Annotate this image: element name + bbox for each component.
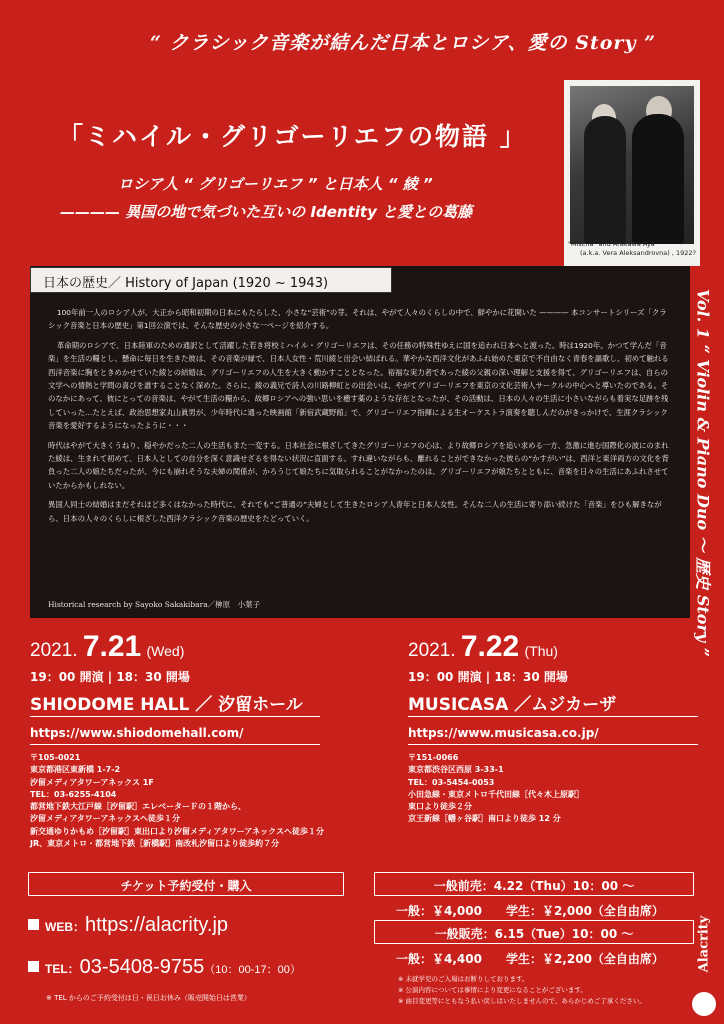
alacrity-logo-text: Alacrity	[696, 915, 712, 973]
event-1-address-line: 新交通ゆりかもめ［汐留駅］東出口より汐留メディアタワーアネックスへ徒歩１分	[30, 826, 324, 836]
history-paragraph: 異国人同士の結婚はまだそれほど多くはなかった時代に、それでも“ご普通の”夫婦として生きたロシア人青年と日本人女性。そんな二人の生活に寄り添い続けた「音楽」をひも解きながら、日本の人々のくらしに根ざした西洋クラシック音楽の歴史をたどっていく。	[48, 500, 662, 523]
pricing-note: ※ 曲目変更等にともなう払い戻しはいたしませんので、あらかじめご了承ください。	[398, 997, 646, 1005]
web-contact	[28, 914, 228, 937]
event-2-divider	[408, 744, 698, 745]
photo-caption-line-1: "Mischa" and Arakawa Aya	[568, 240, 655, 248]
page-title: 「ミハイル・グリゴーリエフの物語 」	[58, 122, 527, 151]
pricing-notes	[398, 974, 646, 1007]
photo-caption	[568, 240, 700, 258]
subtitle-line-2: ———— 異国の地で気づいた互いの Identity と愛との葛藤	[60, 203, 473, 221]
tel-label: TEL：	[45, 962, 80, 976]
history-paragraph: 100年前一人のロシア人が、大正から昭和初期の日本にもたらした、小さな“芸術”の芽。それは、やがて人々のくらしの中で、鮮やかに花開いた ———— 本コンサートシリーズ「クラシック音楽と日本の歴史」第1回公演では、そんな歴史の小さな一ページを紹介する。	[48, 308, 667, 331]
event-2-year: 2021.	[408, 640, 456, 661]
research-credit: Historical research by Sayoko Sakakibara／榊原 小葉子	[48, 600, 261, 609]
event-1-address-line: TEL：03-6255-4104	[30, 789, 117, 799]
event-1-divider	[30, 716, 320, 717]
web-link[interactable]: https://alacrity.jp	[85, 914, 229, 936]
alacrity-logo	[692, 900, 716, 988]
tel-hours: （10：00-17：00）	[204, 964, 301, 976]
web-label: WEB：	[45, 920, 85, 934]
event-2-address-line: 京王新線［幡ヶ谷駅］南口より徒歩 12 分	[408, 814, 561, 824]
event-2-address-line: 〒151-0066	[408, 753, 459, 762]
history-body	[48, 306, 674, 531]
event-1-year: 2021.	[30, 640, 78, 661]
event-1-divider	[30, 744, 320, 745]
event-1-url[interactable]: https://www.shiodomehall.com/	[30, 726, 244, 740]
event-1-address	[30, 752, 324, 850]
event-2-venue: MUSICASA ／ムジカーザ	[408, 695, 617, 715]
event-1-day: 7.21	[82, 630, 142, 663]
event-2-weekday: (Thu)	[524, 643, 558, 659]
event-1-address-line: JR、東京メトロ・都営地下鉄［新橋駅］南改札汐留口より徒歩約７分	[30, 839, 280, 849]
event-1-date	[30, 630, 184, 664]
event-1-venue: SHIODOME HALL ／ 汐留ホール	[30, 695, 303, 715]
general-sale-header: 一般販売：6.15（Tue）10：00 ～	[374, 920, 694, 944]
subtitle-line-1: ロシア人 “ グリゴーリエフ ” と日本人 “ 綾 ”	[118, 175, 433, 193]
event-1-address-line: 都営地下鉄大江戸線［汐留駅］エレベーターＦの１階から、	[30, 802, 246, 812]
ticket-header: チケット予約受付・購入	[28, 872, 344, 896]
tel-number[interactable]: 03-5408-9755	[79, 956, 205, 978]
history-paragraph: 時代はやがて大きくうねり、穏やかだった二人の生活もまた一変する。日本社会に根ざしてきたグリゴーリエフの心は、より故郷ロシアを追い求める一方、急激に進む国際化の波にのまれた綾は、生まれて初めて、日本人としての自分を深く意識せざるを得ない状況に直面する。すれ違いながらも、離れることができなかった彼らの“かすがい”は、西洋と東洋両方の文化を背負った二人の娘たちだったが、今にも崩れそうな夫婦の関係が、かろうじて娘たちに気取られることがなかったのは、グリゴーリエフが娘たちとともに、音楽を日々の生活にあふれさせていたからかもしれない。	[48, 440, 669, 490]
event-2-divider	[408, 716, 698, 717]
event-1-address-line: 〒105-0021	[30, 753, 81, 762]
history-paragraph: 革命期のロシアで、日本陸軍のための通訳として活躍した若き将校ミハイル・グリゴーリエフは、その任務の特殊性ゆえに国を追われ日本へと渡った。時は1920年。かつて学んだ「音楽」を生活の糧とし、懸命に毎日を生きた彼は、その音楽が縁で、日本人女性・荒川綾と出会い結ばれる。華やかな西洋文化があふれ始めた東京で不自由なく青春を謳歌し、初めて触れる西洋音楽に胸をときめかせていた綾との結婚は、グリゴーリエフの人生を大きく動かすこととなった。裕福な実力者であった綾の父親の深い理解と支援を得て、グリゴーリエフは、自らの文学への情熱と学問の喜びを誰することなく深めた。さらに、綾の義兄で詩人の川路柳虹との出会いは、やがてグリゴーリエフを東京の文化芸術人サークルの中心へと導いたのである。そのなかにあって、彼にとっての音楽は、やがて生活の糧から、故郷ロシアへの強い思いを癒す薬のような存在となったが、その活動は、日本の人々の生活に小さいながらも着実な足跡を残していった…たとえば、政治思想家丸山眞男が、少年時代に通った映画館「新宿武蔵野館」で、グリゴーリエフ指揮による生オーケストラ演奏を聴しんだのがきっかけで、生涯クラシック音楽を愛好するようになったように・・・	[48, 340, 669, 431]
event-1-address-line: 東京都港区東新橋 1-7-2	[30, 765, 121, 775]
tel-note: ※ TEL からのご予約受付は日・祝日お休み（販売開始日は営業）	[46, 994, 251, 1002]
general-sale-price: 一般：￥4,400 学生：￥2,200（全自由席）	[396, 952, 664, 966]
photo-image	[570, 86, 694, 244]
tagline: “ クラシック音楽が結んだ日本とロシア、愛の Story ”	[150, 32, 657, 54]
presale-price: 一般：￥4,000 学生：￥2,000（全自由席）	[396, 904, 664, 918]
event-1-address-line: 汐留メディアタワーアネックスへ徒歩１分	[30, 814, 180, 824]
event-1-weekday: (Wed)	[146, 643, 185, 659]
pricing-note: ※ 公演内容については事情により変更になることがございます。	[398, 986, 587, 994]
tel-contact	[28, 956, 301, 979]
history-header: 日本の歴史／ History of Japan (1920 ~ 1943)	[30, 267, 392, 293]
event-2-date	[408, 630, 558, 664]
event-1-address-line: 汐留メディアタワーアネックス 1F	[30, 777, 154, 787]
vertical-series-title-text: Vol. 1 “ Violin & Piano Duo ～ 歴史 Story ”	[693, 289, 713, 657]
square-bullet-icon	[28, 961, 39, 972]
event-2-url[interactable]: https://www.musicasa.co.jp/	[408, 726, 599, 740]
historical-photo	[564, 80, 700, 266]
event-1-time: 19：00 開演 | 18：30 開場	[30, 670, 190, 684]
event-2-address-line: TEL：03-5454-0053	[408, 777, 495, 787]
square-bullet-icon	[28, 919, 39, 930]
pricing-note: ※ 未就学児のご入場はお断りしております。	[398, 975, 529, 983]
event-2-address-line: 東京都渋谷区西原 3-33-1	[408, 765, 504, 775]
alacrity-logo-mark-icon	[692, 992, 716, 1016]
event-2-address-line: 東口より徒歩２分	[408, 802, 472, 812]
presale-header: 一般前売：4.22（Thu）10：00 ～	[374, 872, 694, 896]
event-2-address	[408, 752, 584, 826]
event-2-time: 19：00 開演 | 18：30 開場	[408, 670, 568, 684]
vertical-series-title	[692, 238, 716, 708]
event-2-day: 7.22	[460, 630, 520, 663]
event-2-address-line: 小田急線・東京メトロ千代田線［代々木上原駅］	[408, 789, 584, 799]
photo-caption-line-2: (a.k.a. Vera Aleksandrovna) , 1922?	[580, 249, 697, 257]
